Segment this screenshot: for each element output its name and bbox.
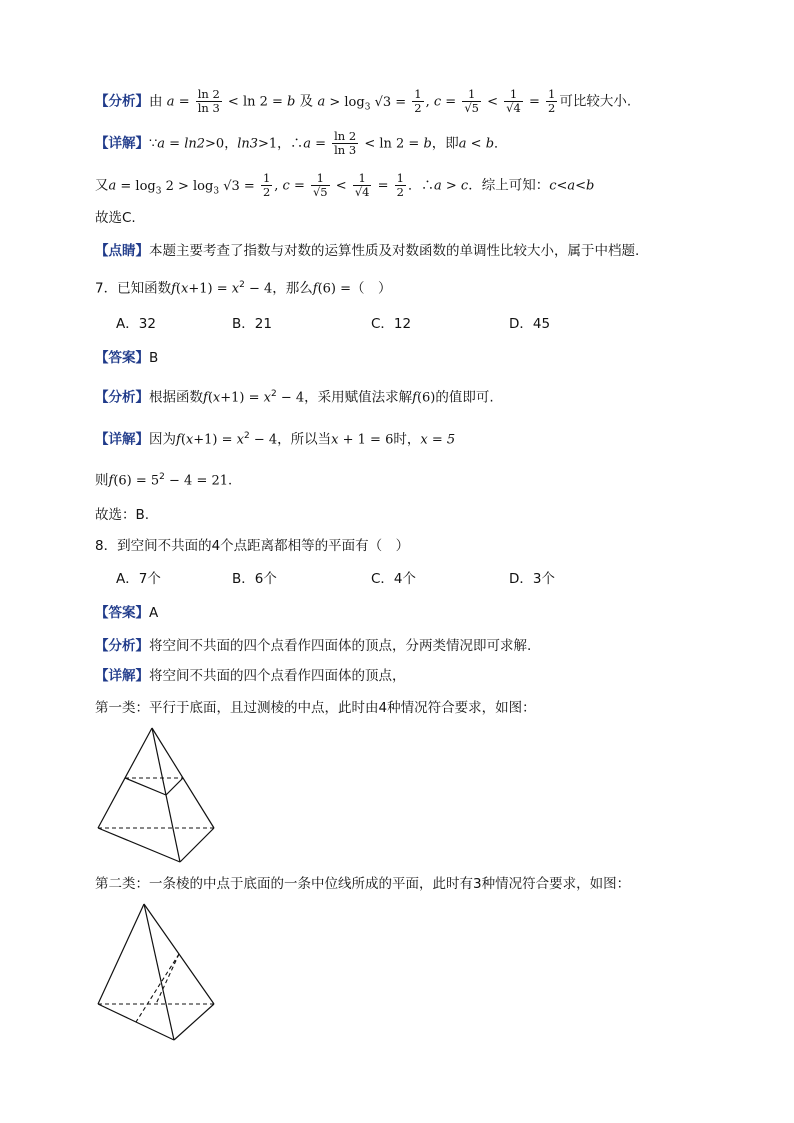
edge	[180, 828, 214, 862]
analysis-mid: ，采用赋值法求解	[304, 389, 413, 406]
q8-option-a: A．7个	[116, 571, 161, 587]
cont-pre: 又	[95, 177, 109, 194]
detail-tag: 【详解】	[95, 668, 149, 684]
q8-detail-line	[95, 666, 734, 686]
detail-mid: ，所以当	[277, 431, 332, 448]
q7-option-a: A．32	[116, 316, 156, 332]
analysis-tag: 【分析】	[95, 638, 149, 654]
analysis-post: 可比较大小.	[559, 93, 632, 110]
q8-answer-line	[95, 603, 734, 623]
q7-stem-mid: ，那么	[272, 280, 313, 297]
analysis-pre: 由	[149, 93, 163, 110]
q6-analysis-line: 【分析】由 a = $\frac{\ln 2}{\ln 3}$ < ln 2 = b 及 $a > \log_3 √3$ = $\frac{1}{2}$ , c = $\frac{1}{√5}$ < $\frac{1}{√4}$ = $\frac{1}{2}$ 可比较大小.	[95, 87, 632, 115]
analysis-mid: 及	[299, 93, 314, 110]
q7-answer-line	[95, 348, 734, 368]
q8-option-c: C．4个	[371, 571, 417, 587]
q7-option-b: B．21	[232, 316, 272, 332]
q7-detail-line: 【详解】因为$f(x+1) = x^2 - 4$，所以当x + 1 = 6时，x = 5	[95, 431, 456, 448]
q8-case1: 第一类：平行于底面，且过测棱的中点，此时由4种情况符合要求，如图：	[95, 700, 536, 716]
analysis-tag: 【分析】	[95, 389, 149, 406]
tetrahedron-figure-1	[92, 722, 222, 867]
analysis-post: 的值即可.	[435, 389, 494, 406]
analysis-pre: 根据函数	[149, 389, 203, 406]
analysis-text: 将空间不共面的四个点看作四面体的顶点，分两类情况即可求解.	[149, 638, 532, 654]
q7-stem-pre: 7．已知函数	[95, 280, 172, 297]
analysis-tag: 【分析】	[95, 93, 149, 110]
q6-conclusion: 故选C.	[95, 210, 136, 226]
then-pre: 则	[95, 472, 109, 489]
detail-tag: 【详解】	[95, 431, 149, 448]
q8-option-b: B．6个	[232, 571, 277, 587]
comment-text: 本题主要考查了指数与对数的运算性质及对数函数的单调性比较大小，属于中档题.	[149, 243, 640, 259]
cont-result: c<a<b	[549, 178, 595, 194]
answer-value: B	[149, 350, 159, 366]
q8-stem: 8．到空间不共面的4个点距离都相等的平面有（ ）	[95, 538, 410, 554]
q6-continuation-line: 又$a = \log_3 2 > \log_3 √3$ = $\frac{1}{2}$ , c = $\frac{1}{√5}$ < $\frac{1}{√4}$ = $\frac{1}{2}$ ．∴a > c．综上可知：c<a<b	[95, 171, 595, 199]
detail-eq: x = 5	[420, 432, 456, 448]
edge	[174, 1004, 214, 1040]
section-line	[156, 954, 179, 1004]
detail-tag: 【详解】	[95, 135, 149, 152]
detail-pre: 因为	[149, 431, 176, 448]
q8-case2: 第二类：一条棱的中点于底面的一条中位线所成的平面，此时有3种情况符合要求，如图：	[95, 876, 631, 892]
fraction: $\frac{\ln 2}{\ln 3}$	[197, 87, 220, 115]
q7-analysis-line: 【分析】根据函数$f(x+1) = x^2 - 4$，采用赋值法求解f(6)的值即可.	[95, 389, 494, 406]
section-edge	[125, 778, 166, 795]
q7-conclusion: 故选：B.	[95, 507, 150, 523]
detail-text: 将空间不共面的四个点看作四面体的顶点，	[149, 668, 406, 684]
q7-stem: 7．已知函数$f(x+1) = x^2 - 4$，那么f(6) =（ ）	[95, 280, 392, 297]
cont-post: ．综上可知：	[468, 177, 550, 194]
detail-post: ，即	[431, 135, 459, 152]
q8-analysis-line	[95, 636, 734, 656]
q6-detail-line: 【详解】∵a = ln2>0，ln3>1，∴a = $\frac{\ln 2}{\ln 3}$ < ln 2 = b，即a < b．	[95, 129, 508, 157]
answer-tag: 【答案】	[95, 605, 149, 621]
section-edge	[166, 778, 183, 795]
tetrahedron-figure-2	[92, 898, 222, 1048]
q7-option-c: C．12	[371, 316, 412, 332]
answer-value: A	[149, 605, 159, 621]
q7-stem-post: （ ）	[351, 280, 392, 297]
q7-then-line: 则$f(6) = 5^2 - 4 = 21$.	[95, 472, 233, 489]
formula: a	[166, 94, 175, 110]
edge	[98, 904, 144, 1004]
q6-comment-line	[95, 241, 734, 261]
q8-option-d: D．3个	[509, 571, 555, 587]
edge	[98, 828, 180, 862]
comment-tag: 【点睛】	[95, 243, 149, 259]
detail-mid2: 时，	[393, 431, 421, 448]
answer-tag: 【答案】	[95, 350, 149, 366]
q7-option-d: D．45	[509, 316, 551, 332]
